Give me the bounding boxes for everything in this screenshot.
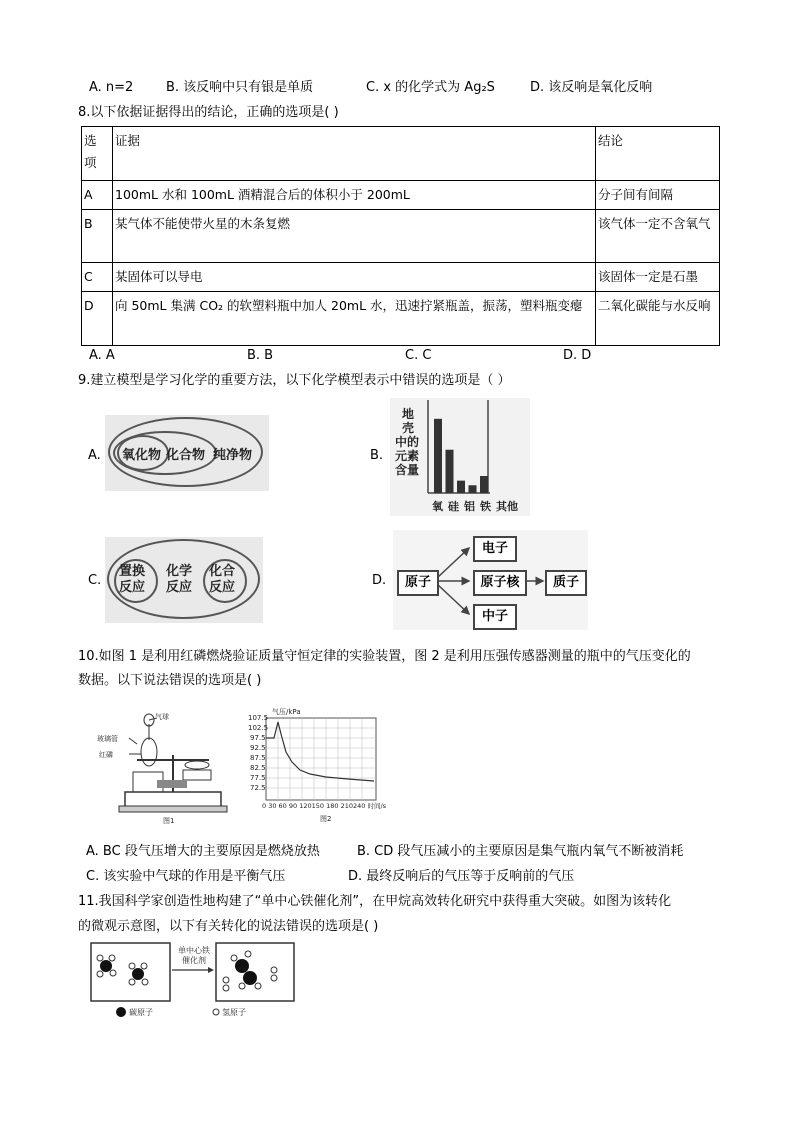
q9-label-d: D. xyxy=(372,573,387,588)
q8-option-d: D. D xyxy=(563,348,592,363)
box-proton: 质子 xyxy=(545,570,587,596)
q10-option-d: D. 最终反响后的气压等于反响前的气压 xyxy=(348,869,575,884)
y-label-text: 壳 xyxy=(402,421,415,435)
q7-option-a: A. n=2 xyxy=(89,80,134,95)
label-compound: 化合物 xyxy=(166,448,206,463)
row-option: C xyxy=(82,263,113,292)
figure-2-caption: 图2 xyxy=(320,815,332,823)
q10-stem-line1: 10.如图 1 是利用红磷燃烧验证质量守恒定律的实验装置，图 2 是利用压强传感器测量的瓶中的气压变化的 xyxy=(78,649,691,664)
q10-stem-line2: 数据。以下说法错误的选项是( ) xyxy=(78,673,262,688)
row-evidence: 某固体可以导电 xyxy=(113,263,596,292)
row-option: B xyxy=(82,210,113,263)
q11-stem-line1: 11.我国科学家创造性地构建了“单中心铁催化剂”，在甲烷高效转化研究中获得重大突破。如图为该转化 xyxy=(78,894,672,909)
x-tick-label: 铝 xyxy=(464,500,475,513)
figure-2-pressure-chart xyxy=(248,704,387,826)
ytick: 77.5 xyxy=(250,774,266,782)
label-red-phosphorus: 红磷 xyxy=(99,751,113,759)
q10-option-b: B. CD 段气压减小的主要原因是集气瓶内氧气不断被消耗 xyxy=(357,844,684,859)
label-pure-substance: 纯净物 xyxy=(213,448,253,463)
q8-option-b: B. B xyxy=(247,348,274,363)
header-option: 选 项 xyxy=(82,127,113,181)
pressure-curve xyxy=(266,722,374,781)
row-option: D xyxy=(82,292,113,346)
bar-3 xyxy=(469,485,477,493)
table-row xyxy=(82,263,720,292)
row-conclusion: 该气体一定不含氧气 xyxy=(596,210,720,263)
header-evidence: 证据 xyxy=(113,127,596,181)
bar-1 xyxy=(446,450,454,493)
label-catalyst: 单中心铁 催化剂 xyxy=(178,946,210,965)
ytick: 82.5 xyxy=(250,764,266,772)
ytick: 72.5 xyxy=(250,784,266,792)
figure-b-crust-element-chart xyxy=(390,398,530,516)
figure-micro-diagram xyxy=(88,940,298,1020)
q7-option-c: C. x 的化学式为 Ag₂S xyxy=(366,80,495,95)
q9-label-b: B. xyxy=(370,448,384,463)
label-chemical-reaction: 化学 反应 xyxy=(166,564,193,595)
row-evidence: 100mL 水和 100mL 酒精混合后的体积小于 200mL xyxy=(113,181,596,210)
figure-a-nested-ovals xyxy=(105,415,269,491)
bar-2 xyxy=(457,481,465,493)
x-tick-label: 铁 xyxy=(480,500,491,513)
q9-label-c: C. xyxy=(88,573,102,588)
q7-option-d: D. 该反响是氧化反响 xyxy=(530,80,653,95)
y-label-text: 地 xyxy=(402,407,415,421)
balance-apparatus-drawing xyxy=(97,710,237,830)
x-tick-label: 硅 xyxy=(448,500,459,513)
box-nucleus: 原子核 xyxy=(473,570,527,596)
table-row xyxy=(82,210,720,263)
box-electron: 电子 xyxy=(473,536,517,562)
q8-option-c: C. C xyxy=(405,348,432,363)
figure-c-reaction-types xyxy=(105,537,263,623)
y-label-text: 中的 xyxy=(395,435,420,449)
q9-stem: 9.建立模型是学习化学的重要方法，以下化学模型表示中错误的选项是（ ） xyxy=(78,373,511,388)
row-evidence: 某气体不能使带火星的木条复燃 xyxy=(113,210,596,263)
y-label-text: 元素 xyxy=(395,449,420,463)
q10-option-a: A. BC 段气压增大的主要原因是燃烧放热 xyxy=(86,844,320,859)
ytick: 102.5 xyxy=(248,724,269,732)
q9-label-a: A. xyxy=(88,448,101,463)
legend-hydrogen-atom: 氢原子 xyxy=(222,1008,246,1017)
box-atom: 原子 xyxy=(397,570,439,596)
legend-carbon-atom: 碳原子 xyxy=(129,1008,153,1017)
q10-option-c: C. 该实验中气球的作用是平衡气压 xyxy=(86,869,286,884)
ytick: 92.5 xyxy=(250,744,266,752)
label-balloon: 气球 xyxy=(155,713,169,721)
y-label-text: 含量 xyxy=(395,463,420,477)
q7-option-b: B. 该反响中只有银是单质 xyxy=(166,80,314,95)
label-displacement-reaction: 置换 反应 xyxy=(119,564,146,595)
figure-d-atom-structure xyxy=(393,530,588,630)
x-tick-label: 氧 xyxy=(432,500,443,513)
box-neutron: 中子 xyxy=(473,604,517,630)
row-conclusion: 分子间有间隔 xyxy=(596,181,720,210)
q8-option-a: A. A xyxy=(89,348,115,363)
x-tick-label: 其他 xyxy=(496,500,518,513)
ytick: 97.5 xyxy=(250,734,266,742)
evidence-table xyxy=(81,126,720,346)
x-axis-ticks: 0 30 60 90 120150 180 210240 时间/s xyxy=(262,802,387,810)
y-axis-label: 气压/kPa xyxy=(272,708,301,716)
row-conclusion: 该固体一定是石墨 xyxy=(596,263,720,292)
label-oxide: 氧化物 xyxy=(122,448,162,463)
q11-stem-line2: 的微观示意图，以下有关转化的说法错误的选项是( ) xyxy=(78,919,379,934)
row-option: A xyxy=(82,181,113,210)
row-evidence: 向 50mL 集满 CO₂ 的软塑料瓶中加人 20mL 水，迅速拧紧瓶盖，振荡，塑料瓶变瘪 xyxy=(113,292,596,346)
table-row xyxy=(82,292,720,346)
table-header-row xyxy=(82,127,720,181)
figure-1-caption: 图1 xyxy=(163,817,175,825)
row-conclusion: 二氧化碳能与水反响 xyxy=(596,292,720,346)
figure-1-apparatus xyxy=(97,710,237,830)
header-conclusion: 结论 xyxy=(596,127,720,181)
q8-stem: 8.以下依据证据得出的结论，正确的选项是( ) xyxy=(78,105,339,120)
table-row xyxy=(82,181,720,210)
label-combination-reaction: 化合 反应 xyxy=(209,564,236,595)
bar-0 xyxy=(434,419,442,493)
bar-4 xyxy=(480,476,488,493)
ytick: 107.5 xyxy=(248,714,269,722)
ytick: 87.5 xyxy=(250,754,266,762)
label-glass-tube: 玻璃管 xyxy=(97,735,118,743)
